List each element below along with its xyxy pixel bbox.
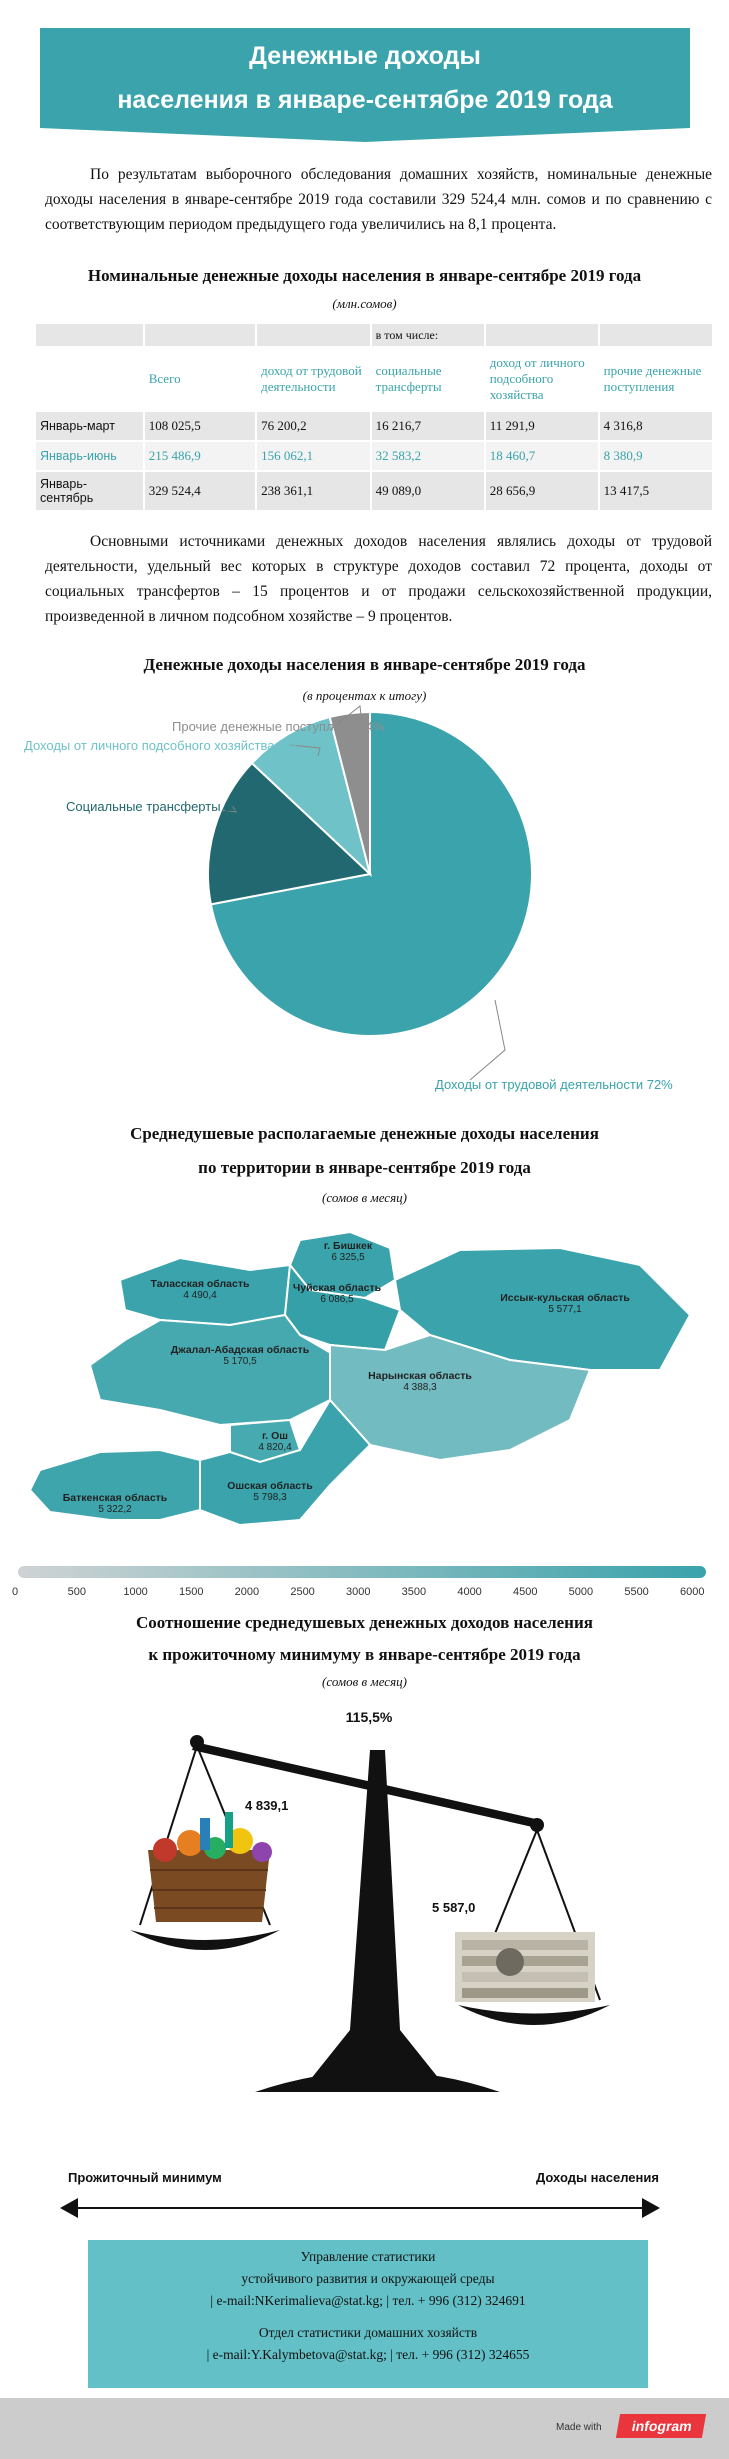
table-row: Январь-июнь 215 486,9 156 062,1 32 583,2 18 460,7 8 380,9 bbox=[36, 442, 712, 470]
table-row: Январь-сентябрь 329 524,4 238 361,1 49 089,0 28 656,9 13 417,5 bbox=[36, 472, 712, 510]
map-label-batken: Баткенская область 5 322,2 bbox=[62, 1492, 168, 1515]
contact-line: устойчивого развития и окружающей среды bbox=[241, 2271, 495, 2286]
left-pan bbox=[130, 1930, 280, 1950]
pie-label-other: Прочие денежные поступления 4% bbox=[172, 719, 385, 734]
bottom-bar bbox=[0, 2398, 729, 2459]
scale-tick-label: 6000 bbox=[680, 1586, 705, 1598]
intro-paragraph: По результатам выборочного обследования домашних хозяйств, номинальные денежные доходы населения в январе-сентябре 2019 года составили 329 524,4 млн. сомов и по сравнению с соответствующим периодом предыдущего года увеличились на 8,1 процента. bbox=[45, 166, 712, 233]
scale-tick-label: 1500 bbox=[179, 1586, 204, 1598]
balance-scale bbox=[0, 1700, 729, 2160]
ratio-unit: (сомов в месяц) bbox=[322, 1674, 407, 1689]
contact-box bbox=[88, 2240, 648, 2388]
scale-tick-label: 0 bbox=[12, 1586, 19, 1598]
ratio-right-value: 5 587,0 bbox=[432, 1900, 476, 1915]
scale-tick-label: 5500 bbox=[624, 1586, 649, 1598]
map-unit: (сомов в месяц) bbox=[322, 1190, 407, 1205]
map-title-line1: Среднедушевые располагаемые денежные доходы населения bbox=[130, 1124, 599, 1143]
ratio-title-line2: к прожиточному минимуму в январе-сентябре 2019 года bbox=[148, 1645, 581, 1664]
col-header: социальные трансферты bbox=[372, 348, 484, 410]
scale-tick-label: 3500 bbox=[401, 1586, 427, 1598]
made-with-text: Made with bbox=[556, 2422, 602, 2433]
beam-end-right bbox=[530, 1818, 544, 1832]
table-title: Номинальные денежные доходы населения в январе-сентябре 2019 года bbox=[87, 266, 642, 285]
right-pan bbox=[458, 2005, 610, 2025]
scale-tick-label: 5000 bbox=[568, 1586, 594, 1598]
color-scale-bar bbox=[18, 1566, 706, 1578]
grocery-basket-icon bbox=[148, 1812, 272, 1922]
table-unit: (млн.сомов) bbox=[332, 296, 397, 311]
income-table bbox=[34, 322, 714, 512]
map-label-talas: Таласская область 4 490,4 bbox=[150, 1278, 250, 1301]
infogram-logo[interactable]: infogram bbox=[616, 2414, 706, 2438]
col-header: Всего bbox=[145, 348, 255, 410]
pie-label-social: Социальные трансферты 15% bbox=[66, 799, 251, 814]
banner-pointer bbox=[40, 128, 690, 142]
pie-label-farm: Доходы от личного подсобного хозяйства 9% bbox=[24, 738, 297, 753]
pie-unit: (в процентах к итогу) bbox=[302, 688, 427, 703]
ratio-left-value: 4 839,1 bbox=[245, 1798, 289, 1813]
pie-title: Денежные доходы населения в январе-сентябре 2019 года bbox=[143, 655, 586, 674]
page-title-line2: населения в январе-сентябре 2019 года bbox=[117, 86, 613, 114]
scale-tick-label: 3000 bbox=[346, 1586, 371, 1598]
table-row: Январь-март 108 025,5 76 200,2 16 216,7 11 291,9 4 316,8 bbox=[36, 412, 712, 440]
ratio-title-line1: Соотношение среднедушевых денежных доходов населения bbox=[136, 1613, 593, 1632]
map-label-osh: Ошская область 5 798,3 bbox=[227, 1480, 313, 1503]
map-label-issykkul: Иссык-кульская область 5 577,1 bbox=[500, 1292, 630, 1315]
map-title-line2: по территории в январе-сентябре 2019 года bbox=[198, 1158, 531, 1177]
col-header: доход от личного подсобного хозяйства bbox=[486, 348, 598, 410]
col-header: доход от трудовой деятельности bbox=[257, 348, 369, 410]
contact-line[interactable]: | e-mail:NKerimalieva@stat.kg; | тел. + 996 (312) 324691 bbox=[210, 2293, 526, 2308]
scale-tick-label: 2500 bbox=[290, 1586, 315, 1598]
right-axis-label: Доходы населения bbox=[536, 2170, 659, 2185]
pie-label-labor: Доходы от трудовой деятельности 72% bbox=[435, 1077, 673, 1092]
color-scale-ticks bbox=[0, 1586, 729, 1602]
scale-tick-label: 4000 bbox=[457, 1586, 482, 1598]
money-stack-icon bbox=[455, 1932, 595, 2002]
ratio-percent: 115,5% bbox=[345, 1709, 393, 1725]
contact-line: Отдел статистики домашних хозяйств bbox=[258, 2325, 478, 2340]
map-label-chui: Чуйская область 6 086,5 bbox=[292, 1282, 382, 1305]
scale-tick-label: 500 bbox=[67, 1586, 87, 1598]
page-title-banner bbox=[40, 28, 690, 128]
map-label-osh-city: г. Ош 4 820,4 bbox=[258, 1430, 292, 1453]
contact-line: Управление статистики bbox=[300, 2249, 436, 2264]
group-header: в том числе: bbox=[372, 324, 484, 346]
map-label-bishkek: г. Бишкек 6 325,5 bbox=[323, 1240, 373, 1263]
map-label-jalalabad: Джалал-Абадская область 5 170,5 bbox=[170, 1344, 310, 1367]
scale-tick-label: 1000 bbox=[123, 1586, 148, 1598]
double-arrow bbox=[58, 2196, 662, 2220]
scale-tick-label: 2000 bbox=[234, 1586, 260, 1598]
contact-line[interactable]: | e-mail:Y.Kalymbetova@stat.kg; | тел. + 996 (312) 324655 bbox=[206, 2347, 530, 2362]
pie-chart bbox=[0, 700, 729, 1100]
map-label-naryn: Нарынская область 4 388,3 bbox=[368, 1370, 472, 1393]
left-axis-label: Прожиточный минимум bbox=[68, 2170, 222, 2185]
page-title-line1: Денежные доходы bbox=[249, 42, 481, 70]
scale-tick-label: 4500 bbox=[513, 1586, 538, 1598]
col-header: прочие денежные поступления bbox=[600, 348, 712, 410]
scale-base bbox=[255, 2071, 500, 2092]
sources-paragraph: Основными источниками денежных доходов населения являлись доходы от трудовой деятельности, удельный вес которых в структуре доходов составил 72 процента, доходы от социальных трансфертов – 15 процентов и от продажи сельскохозяйственной продукции, произведенной в личном подсобном хозяйстве – 9 процентов. bbox=[45, 533, 712, 625]
pie-leader-line bbox=[470, 1000, 505, 1080]
